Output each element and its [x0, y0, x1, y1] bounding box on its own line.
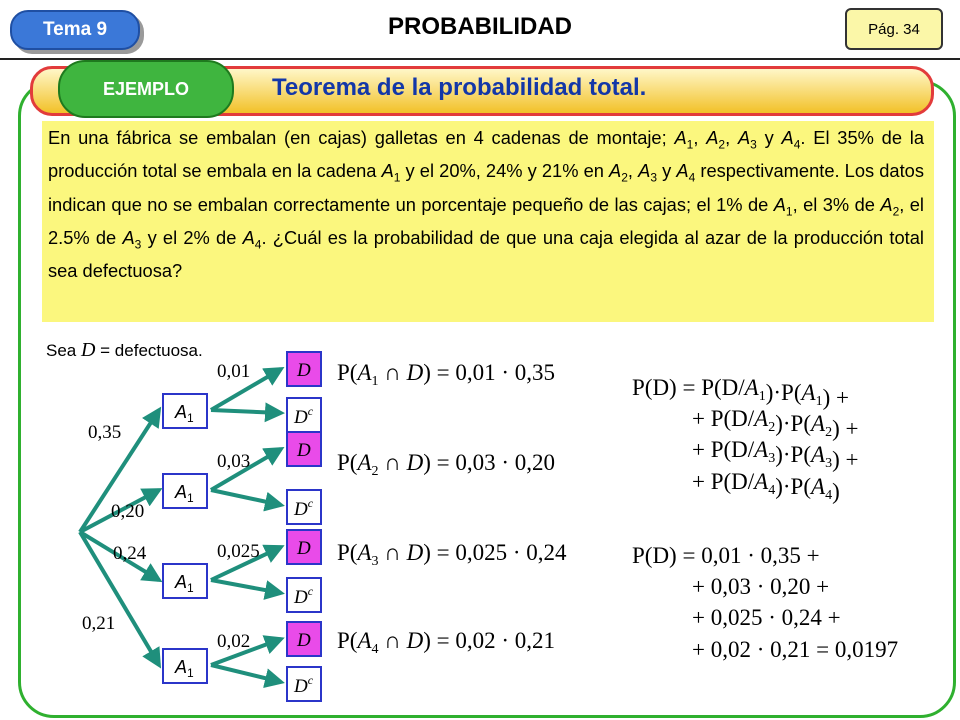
- example-title: Teorema de la probabilidad total.: [272, 74, 647, 101]
- defect-prob-3: 0,025: [217, 541, 260, 562]
- complement-label-1: $D^c$: [294, 404, 314, 428]
- complement-label-4: $D^c$: [294, 673, 314, 697]
- branch-dc4: [211, 665, 281, 682]
- branch-prob-a3: 0,24: [113, 543, 147, 564]
- branch-dc3: [211, 580, 281, 593]
- page-number: Pág. 34: [845, 8, 943, 50]
- branch-dc1: [211, 410, 281, 413]
- intersection-formula-4: $P(A_4$ ∩ D) = 0,02 · 0,21: [337, 628, 556, 657]
- defect-label-1: D: [297, 360, 311, 381]
- node-label-a1: $A_1$: [175, 402, 194, 425]
- total-formula-line-4: + $P(D/A_4)\cdot P(A_4)$: [692, 469, 840, 504]
- branch-prob-a4: 0,21: [82, 613, 116, 634]
- complement-label-3: $D^c$: [294, 584, 314, 608]
- branch-prob-a1: 0,35: [88, 422, 122, 443]
- page-title: PROBABILIDAD: [388, 13, 572, 40]
- example-tag: EJEMPLO: [58, 60, 234, 118]
- tema-badge[interactable]: Tema 9: [10, 10, 140, 50]
- node-label-a4: $A_1$: [175, 657, 194, 680]
- defect-prob-1: 0,01: [217, 361, 251, 382]
- defect-prob-2: 0,03: [217, 451, 251, 472]
- definition-prefix: Sea: [46, 341, 81, 360]
- node-label-a2: $A_1$: [175, 482, 194, 505]
- result-line-4: + 0,02 · 0,21 = 0,0197: [692, 637, 899, 662]
- branch-prob-a2: 0,20: [111, 501, 145, 522]
- definition-suffix: = defectuosa.: [95, 341, 203, 360]
- defect-label-3: D: [297, 538, 311, 559]
- node-label-a3: $A_1$: [175, 572, 194, 595]
- intersection-formula-3: $P(A_3$ ∩ D) = 0,025 · 0,24: [337, 540, 567, 569]
- result-line-2: + 0,03 · 0,20 +: [692, 574, 830, 599]
- total-formula-line-1: $P(D) = P(D/A_1)\cdot P(A_1)$ +: [632, 375, 849, 410]
- total-formula-line-2: + $P(D/A_2)\cdot P(A_2)$ +: [692, 406, 859, 441]
- total-formula-line-3: + $P(D/A_3)\cdot P(A_3)$ +: [692, 437, 859, 472]
- defect-label-4: D: [297, 630, 311, 651]
- intersection-formula-1: $P(A_1$ ∩ D) = 0,01 · 0,35: [337, 360, 556, 389]
- definition-variable: D: [80, 339, 96, 361]
- complement-label-2: $D^c$: [294, 496, 314, 520]
- defect-prob-4: 0,02: [217, 631, 251, 652]
- result-line-3: + 0,025 · 0,24 +: [692, 605, 841, 630]
- branch-dc2: [211, 490, 281, 505]
- problem-statement: En una fábrica se embalan (en cajas) galletas en 4 cadenas de montaje; $A_1$, $A_2$, $A_3$ y $A_4$. El 35% de la producción total se embala en la cadena $A_1$ y el 20%, 24% y 21% en $A_2$, $A_3$ y $A_4$ respectivamente. Los datos indican que no se embalan correctamente un porcentaje pequeño de las cajas; el 1% de $A_1$, el 3% de $A_2$, el 2.5% de $A_3$ y el 2% de $A_4$. ¿Cuál es la probabilidad de que una caja elegida al azar de la producción total sea defectuosa?: [48, 127, 924, 281]
- result-line-1: P(D) = 0,01 · 0,35 +: [632, 543, 820, 568]
- defect-label-2: D: [297, 440, 311, 461]
- intersection-formula-2: $P(A_2$ ∩ D) = 0,03 · 0,20: [337, 450, 556, 479]
